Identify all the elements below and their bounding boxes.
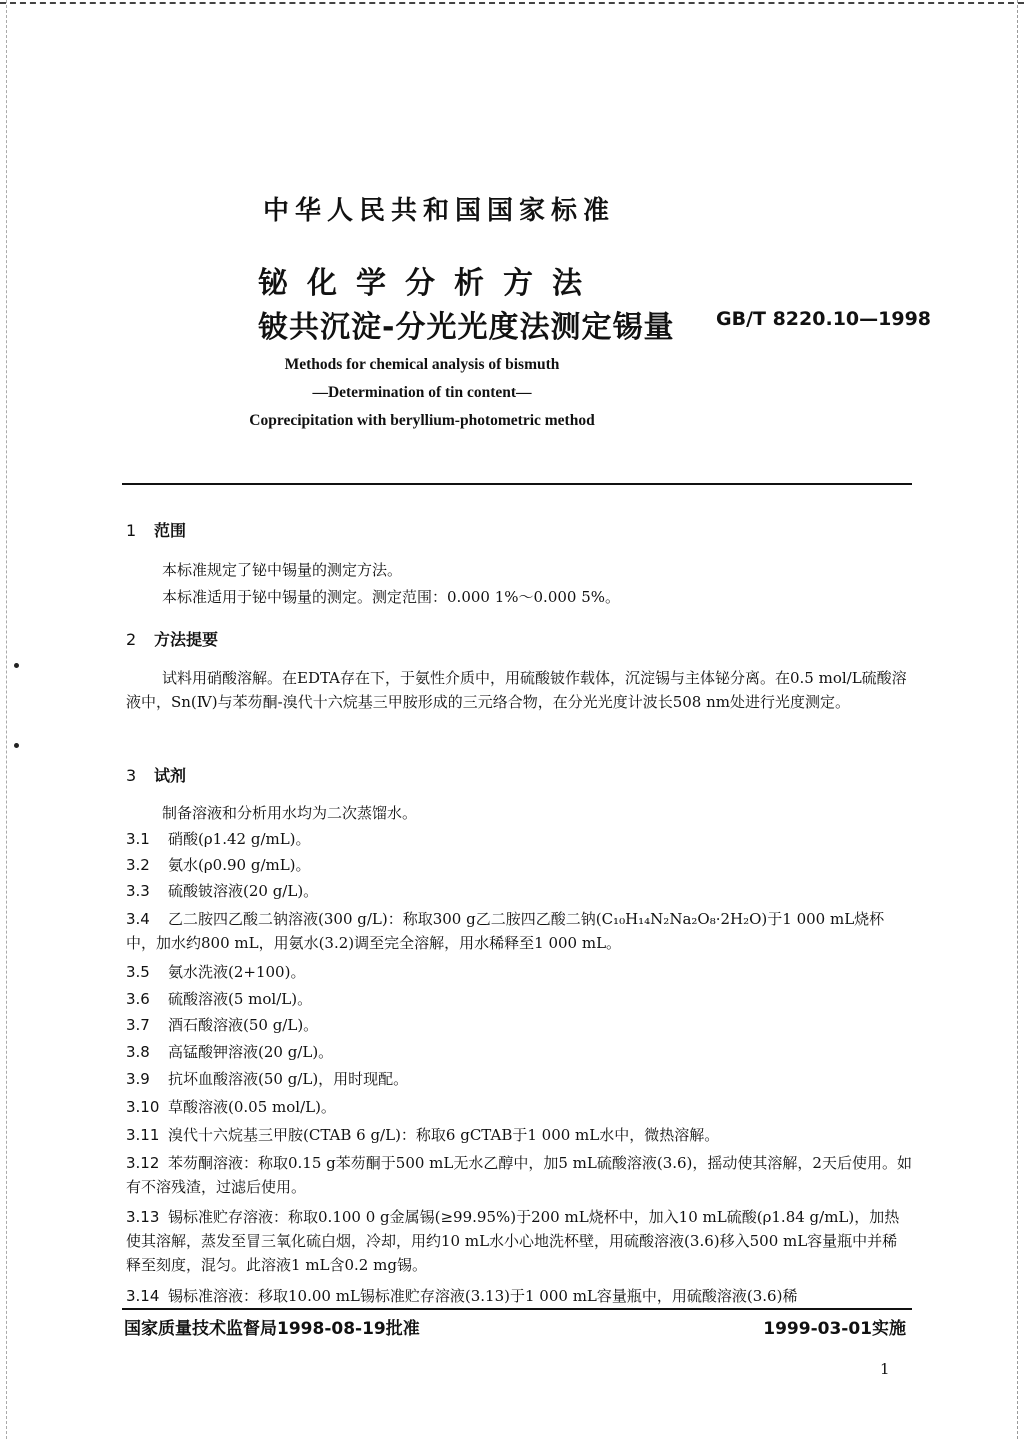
section-number: 2 — [126, 630, 137, 649]
reagent-item: 3.2 氨水(ρ0.90 g/mL)。 — [126, 856, 311, 874]
scan-speck — [14, 743, 19, 748]
header-divider — [122, 483, 912, 485]
section-1-heading — [126, 518, 186, 541]
reagent-item: 3.11 溴代十六烷基三甲胺(CTAB 6 g/L)：称取6 gCTAB于1 000 mL水中，微热溶解。 — [126, 1126, 720, 1144]
section-title: 试剂 — [154, 766, 187, 785]
footer-divider — [122, 1308, 912, 1310]
approval-date: 国家质量技术监督局1998-08-19批准 — [124, 1319, 420, 1339]
section-title: 方法提要 — [154, 630, 219, 649]
scan-top-border — [0, 2, 1024, 4]
standard-code: GB/T 8220.10—1998 — [716, 308, 932, 330]
reagent-item: 3.7 酒石酸溶液(50 g/L)。 — [126, 1016, 319, 1034]
national-standard-heading: 中华人民共和国国家标准 — [263, 196, 616, 226]
reagent-item: 3.14 锡标准溶液：移取10.00 mL锡标准贮存溶液(3.13)于1 000 mL容量瓶中，用硫酸溶液(3.6)稀 — [126, 1287, 798, 1305]
section-2-heading — [126, 627, 218, 650]
section-1-paragraph: 本标准规定了铋中锡量的测定方法。 — [162, 561, 403, 579]
standard-title-line1: 铋化学分析方法 — [258, 266, 601, 301]
reagent-item: 3.13 锡标准贮存溶液：称取0.100 0 g金属锡(≥99.95%)于200 mL烧杯中，加入10 mL硫酸(ρ1.84 g/mL)，加热使其溶解，蒸发至冒三氧化硫白烟，冷却，用约10 mL水小心地洗杯壁，用硫酸溶液(3.6)移入500 mL容量瓶中并稀释至刻度，混匀。此溶液1 mL含0.2 mg锡。 — [126, 1208, 900, 1274]
reagent-item: 3.8 高锰酸钾溶液(20 g/L)。 — [126, 1043, 334, 1061]
section-1-paragraph: 本标准适用于铋中锡量的测定。测定范围：0.000 1%～0.000 5%。 — [162, 588, 621, 606]
reagent-item: 3.6 硫酸溶液(5 mol/L)。 — [126, 990, 313, 1008]
scan-speck — [14, 663, 19, 668]
reagent-item: 3.5 氨水洗液(2+100)。 — [126, 963, 306, 981]
section-2-paragraph: 试料用硝酸溶解。在EDTA存在下，于氨性介质中，用硫酸铍作载体，沉淀锡与主体铋分离。在0.5 mol/L硫酸溶液中，Sn(Ⅳ)与苯芴酮-溴代十六烷基三甲胺形成的三元络合物，在分光光度计波长508 nm处进行光度测定。 — [126, 669, 907, 711]
reagent-item: 3.10 草酸溶液(0.05 mol/L)。 — [126, 1098, 336, 1116]
section-number: 1 — [126, 521, 137, 540]
scan-left-border — [6, 0, 7, 1439]
section-number: 3 — [126, 766, 137, 785]
section-title: 范围 — [154, 521, 187, 540]
page-number: 1 — [880, 1360, 890, 1378]
english-title-line1: Methods for chemical analysis of bismuth — [284, 356, 560, 373]
reagent-item: 3.1 硝酸(ρ1.42 g/mL)。 — [126, 830, 311, 848]
section-3-paragraph: 制备溶液和分析用水均为二次蒸馏水。 — [162, 804, 418, 822]
english-title-line2: —Determination of tin content— — [312, 384, 532, 401]
reagent-item: 3.12 苯芴酮溶液：称取0.15 g苯芴酮于500 mL无水乙醇中，加5 mL硫酸溶液(3.6)，摇动使其溶解，2天后使用。如有不溶残渣，过滤后使用。 — [126, 1154, 912, 1196]
english-title-line3: Coprecipitation with beryllium-photometric method — [249, 412, 595, 429]
reagent-item: 3.4 乙二胺四乙酸二钠溶液(300 g/L)：称取300 g乙二胺四乙酸二钠(C₁₀H₁₄N₂Na₂O₈·2H₂O)于1 000 mL烧杯中，加水约800 mL，用氨水(3.2)调至完全溶解，用水稀释至1 000 mL。 — [126, 910, 885, 952]
section-3-heading — [126, 763, 186, 786]
reagent-item: 3.3 硫酸铍溶液(20 g/L)。 — [126, 882, 319, 900]
reagent-item: 3.9 抗坏血酸溶液(50 g/L)，用时现配。 — [126, 1070, 409, 1088]
implementation-date: 1999-03-01实施 — [763, 1319, 906, 1339]
scan-right-border — [1017, 0, 1018, 1439]
standard-title-line2: 铍共沉淀-分光光度法测定锡量 — [258, 310, 675, 345]
